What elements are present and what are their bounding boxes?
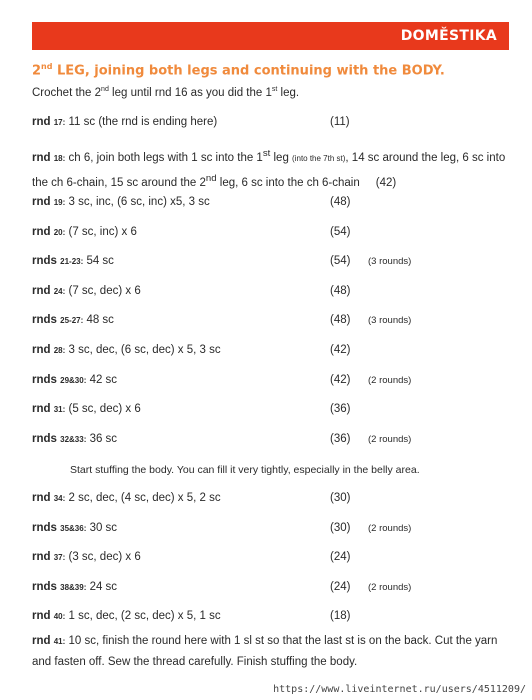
round-instruction: 2 sc, dec, (4 sc, dec) x 5, 2 sc [65, 492, 221, 504]
round-label: rnds 21-23: [32, 255, 84, 268]
round-note: (2 rounds) [368, 374, 412, 386]
round-instruction: 1 sc, dec, (2 sc, dec) x 5, 1 sc [65, 610, 221, 622]
round-note: (2 rounds) [368, 581, 412, 593]
round-instruction: 24 sc [86, 580, 118, 593]
round-row [32, 226, 512, 242]
stitch-count: (48) [330, 314, 351, 327]
stitch-count: (30) [330, 492, 351, 504]
round-note: (3 rounds) [368, 315, 412, 327]
round-note: (2 rounds) [368, 433, 412, 445]
intro-text: Crochet the 2nd leg until rnd 16 as you did the 1st leg. [32, 86, 300, 99]
round-row [32, 433, 512, 449]
round-label: rnds 32&33: [32, 432, 87, 445]
stitch-count: (18) [330, 610, 351, 622]
round-row [32, 285, 512, 301]
round-row [32, 255, 512, 271]
round-label: rnd 24: [32, 284, 66, 297]
round-row [32, 314, 512, 330]
round-instruction: 36 sc [86, 432, 118, 445]
round-instruction: 3 sc, inc, (6 sc, inc) x5, 3 sc [65, 196, 210, 208]
round-instruction: (3 sc, dec) x 6 [65, 551, 141, 563]
section-title: 2nd LEG, joining both legs and continuing with the BODY. [32, 62, 445, 79]
brand-header-bar [32, 22, 509, 50]
stitch-count: (48) [330, 196, 351, 208]
stuffing-notice: Start stuffing the body. You can fill it very tightly, especially in the belly area. [70, 464, 420, 476]
round-row [32, 374, 512, 390]
round-row [32, 610, 512, 626]
round-label: rnds 38&39: [32, 580, 87, 593]
round-instruction: 42 sc [86, 373, 118, 386]
round-label: rnds 35&36: [32, 521, 87, 534]
stitch-count: (24) [330, 551, 351, 563]
round-row [32, 344, 512, 360]
brand-logo: DOMĚSTIKA [400, 28, 497, 44]
round-instruction: 3 sc, dec, (6 sc, dec) x 5, 3 sc [65, 344, 221, 356]
round-label: rnd 37: [32, 551, 66, 563]
round-instruction: 48 sc [83, 314, 114, 327]
round-row-17: rnd 17: 11 sc (the rnd is ending here) (11) [32, 116, 350, 128]
round-label: rnd 40: [32, 610, 66, 622]
round-instruction: 30 sc [86, 521, 118, 534]
source-url: https://www.liveinternet.ru/users/4511209/ [273, 684, 526, 695]
round-instruction: (5 sc, dec) x 6 [65, 403, 141, 416]
round-row [32, 403, 512, 419]
round-instruction: (7 sc, inc) x 6 [65, 225, 137, 238]
round-label: rnd 19: [32, 196, 66, 208]
round-label: rnd 20: [32, 225, 66, 238]
round-instruction: (7 sc, dec) x 6 [65, 284, 141, 297]
round-row-41: rnd 41: 10 sc, finish the round here with 1 sl st so that the last st is on the back. Cut the yarn and fasten off. Sew the thread carefully. Finish stuffing the body. [32, 635, 498, 668]
round-row [32, 581, 512, 597]
round-label: rnd 34: [32, 492, 66, 504]
stitch-count: (42) [330, 373, 351, 386]
stitch-count: (54) [330, 225, 351, 238]
stitch-count: (30) [330, 521, 351, 534]
round-note: (3 rounds) [368, 256, 412, 268]
stitch-count: (24) [330, 580, 351, 593]
round-instruction: 54 sc [83, 255, 114, 268]
round-note: (2 rounds) [368, 522, 412, 534]
round-row-18: rnd 18: ch 6, join both legs with 1 sc into the 1st leg (into the 7th st), 14 sc around the leg, 6 sc into the ch 6-chain, 15 sc around the 2nd leg, 6 sc into the ch 6-chain (42) [32, 148, 506, 189]
stitch-count: (36) [330, 432, 351, 445]
stitch-count: (42) [330, 344, 351, 356]
round-label: rnds 29&30: [32, 373, 87, 386]
round-row [32, 492, 512, 508]
stitch-count: (54) [330, 255, 351, 268]
round-row [32, 522, 512, 538]
round-label: rnd 28: [32, 344, 66, 356]
stitch-count: (48) [330, 284, 351, 297]
round-label: rnds 25-27: [32, 314, 84, 327]
round-label: rnd 31: [32, 403, 66, 416]
stitch-count: (36) [330, 403, 351, 416]
round-row [32, 196, 512, 212]
round-row [32, 551, 512, 567]
